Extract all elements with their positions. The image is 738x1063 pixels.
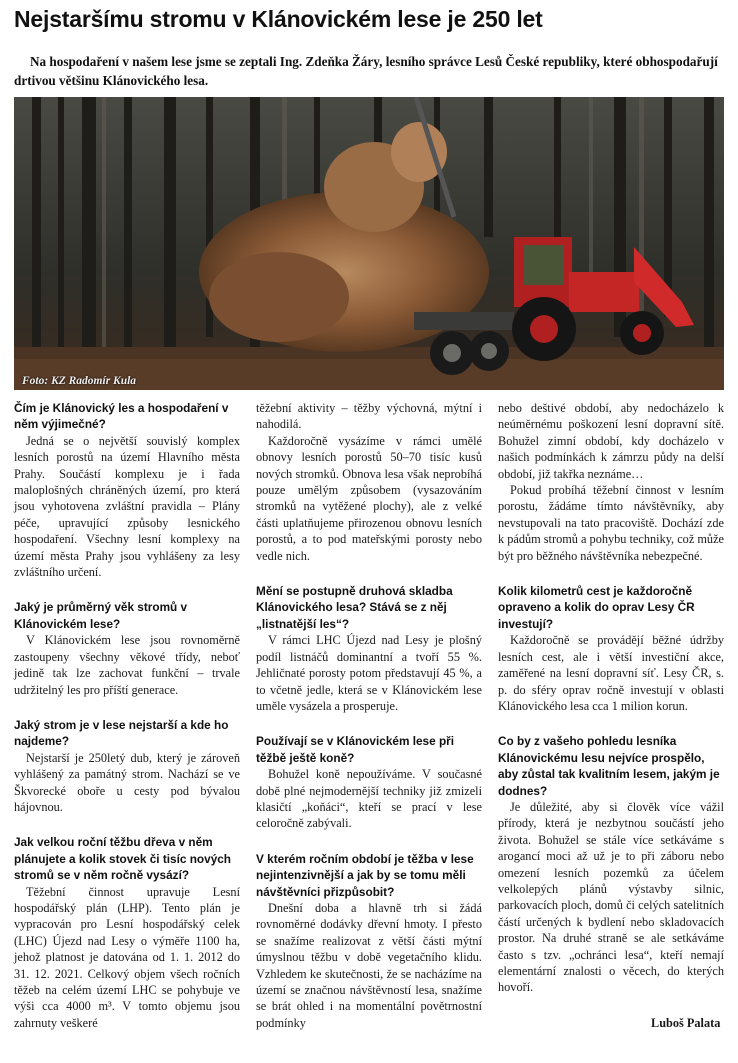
article-lead: Na hospodaření v našem lese jsme se zeptali Ing. Zdeňka Žáry, lesního správce Lesů České republiky, které obhospodařují drtivou většinu Klánovického lesa. [14, 54, 718, 88]
question-heading: V kterém ročním období je těžba v lese nejintenzivnější a jak by se tomu měli návštěvníci přizpůsobit? [256, 851, 474, 899]
question-heading: Mění se postupně druhová skladba Klánovického lesa? Stává se z něj „listnatější les“? [256, 584, 453, 631]
answer-paragraph: Každoročně se provádějí běžné údržby lesních cest, ale i větší investiční akce, zaměřené na lesní dopravní síť. Lesy ČR, s. p. do sféry oprav ročně investují v oblasti Klánovického lesa cca 1 milion korun. [498, 633, 724, 713]
question-heading: Jak velkou roční těžbu dřeva v něm plánujete a kolik stovek či tisíc nových stromů se v něm ročně vysází? [14, 835, 232, 883]
answer-paragraph: Nejstarší je 250letý dub, který je zároveň vyhlášený za památný strom. Nachází se ve Škvorecké oboře u cesty pod bývalou hájovnou. [14, 750, 240, 814]
forest-tractor-image [14, 97, 724, 390]
column-3 [498, 400, 724, 996]
answer-paragraph: Jedná se o největší souvislý komplex lesních porostů na území Hlavního města Prahy. Součástí komplexu je i řada maloplošných chráněných území, pro která jsou vyhotovena zvláštní pravidla – Plány péče, upravující způsoby lesnického hospodaření. Všechny lesní komplexy na území města Prahy jsou vyhlášeny za lesy zvláštního určení. [14, 433, 240, 580]
author-signature: Luboš Palata [651, 1016, 721, 1030]
question-heading: Co by z vašeho pohledu lesníka Klánovickému lesu nejvíce prospělo, aby zůstal tak kvalitním lesem, jakým je dodnes? [498, 734, 720, 798]
answer-paragraph: Každoročně vysázíme v rámci umělé obnovy lesních porostů 50–70 tisíc kusů nových stromků. Obnova lesa však neprobíhá pouze umělým způsobem (vysazováním stromků na vytěžené plochy), ale z velké části uplatňujeme přirozenou obnovu lesních porostů, a to pod mateřskými porosty nebo vedle nich. [256, 433, 482, 563]
answer-paragraph: nebo deštivé období, aby nedocházelo k neúměrnému poškození lesní dopravní sítě. Bohužel zimní období, kdy docházelo v našich podmínkách k zámrzu půdy na delší období, již takřka neznáme… [498, 401, 724, 481]
answer-paragraph: Dnešní doba a hlavně trh si žádá rovnoměrné dodávky dřevní hmoty. I přesto se snažíme realizovat z větší části mýtní úmyslnou těžbu v době vegetačního klidu. Vzhledem ke skutečnosti, že se nacházíme na území se značnou návštěvností lesa, snažíme se brát ohled i na momentální povětrnostní podmínky [256, 900, 482, 1030]
article-title: Nejstaršímu stromu v Klánovickém lese je 250 let [14, 6, 543, 32]
answer-paragraph: Je důležité, aby si člověk více vážil přírody, která je nezbytnou součástí jeho života. Bohužel se stále více setkáváme s arogancí moci až už je to při záboru nebo omezení lesních pozemků za účelem velkolepých plánů výstavby silnic, parkovacích ploch, domů či celých satelitních částí určených k bydlení nebo skladovacích prostor. Na druhé straně se ale setkáváme často s tzv. „ochránci lesa“, kteří nemají elementární znalosti o věcech, do kterých hovoří. [498, 799, 724, 995]
article-photo [14, 97, 724, 390]
column-2 [256, 400, 482, 1031]
answer-paragraph: Bohužel koně nepoužíváme. V současné době plné nejmodernější techniky již zmizeli klasičtí „koňáci“, kteří se prací v lese celoročně zabývali. [256, 767, 482, 831]
answer-paragraph: V rámci LHC Újezd nad Lesy je plošný podíl listnáčů dominantní a tvoří 55 %. Jehličnaté porosty potom představují 45 %, a to včetně jedle, která se v Klánovickém lese uměle vysázela a prosperuje. [256, 633, 482, 713]
question-heading: Jaký strom je v lese nejstarší a kde ho najdeme? [14, 717, 229, 749]
question-heading: Kolik kilometrů cest je každoročně opraveno a kolik do oprav Lesy ČR investují? [498, 584, 695, 631]
question-heading: Používají se v Klánovickém lese při těžbě ještě koně? [256, 734, 455, 765]
answer-paragraph: Pokud probíhá těžební činnost v lesním porostu, žádáme tímto návštěvníky, aby nevstupovali na tato pracoviště. Dochází zde k pádům stromů a pohybu techniky, což může být pro běžného návštěvníka nebezpečné. [498, 483, 724, 563]
answer-paragraph: těžební aktivity – těžby výchovná, mýtní i nahodilá. [256, 401, 482, 432]
question-heading: Čím je Klánovický les a hospodaření v něm výjimečné? [14, 401, 229, 432]
question-heading: Jaký je průměrný věk stromů v Klánovickém lese? [14, 600, 188, 631]
answer-paragraph: Těžební činnost upravuje Lesní hospodářský plán (LHP). Tento plán je vypracován pro Lesní hospodářský celek (LHC) Újezd nad Lesy o výměře 1100 ha, jehož platnost je datována od 1. 1. 2012 do 31. 12. 2021. Celkový objem všech ročních těžeb na celém území LHC se pohybuje ve výši cca 4000 m³. V tomto objemu jsou zahrnuty veškeré [14, 884, 240, 1030]
column-1 [14, 400, 240, 1031]
answer-paragraph: V Klánovickém lese jsou rovnoměrně zastoupeny všechny věkové třídy, neboť jedině tak lze zachovat funkční – trvale udržitelný les pro příští generace. [14, 633, 240, 697]
photo-credit: Foto: KZ Radomír Kula [22, 375, 137, 387]
